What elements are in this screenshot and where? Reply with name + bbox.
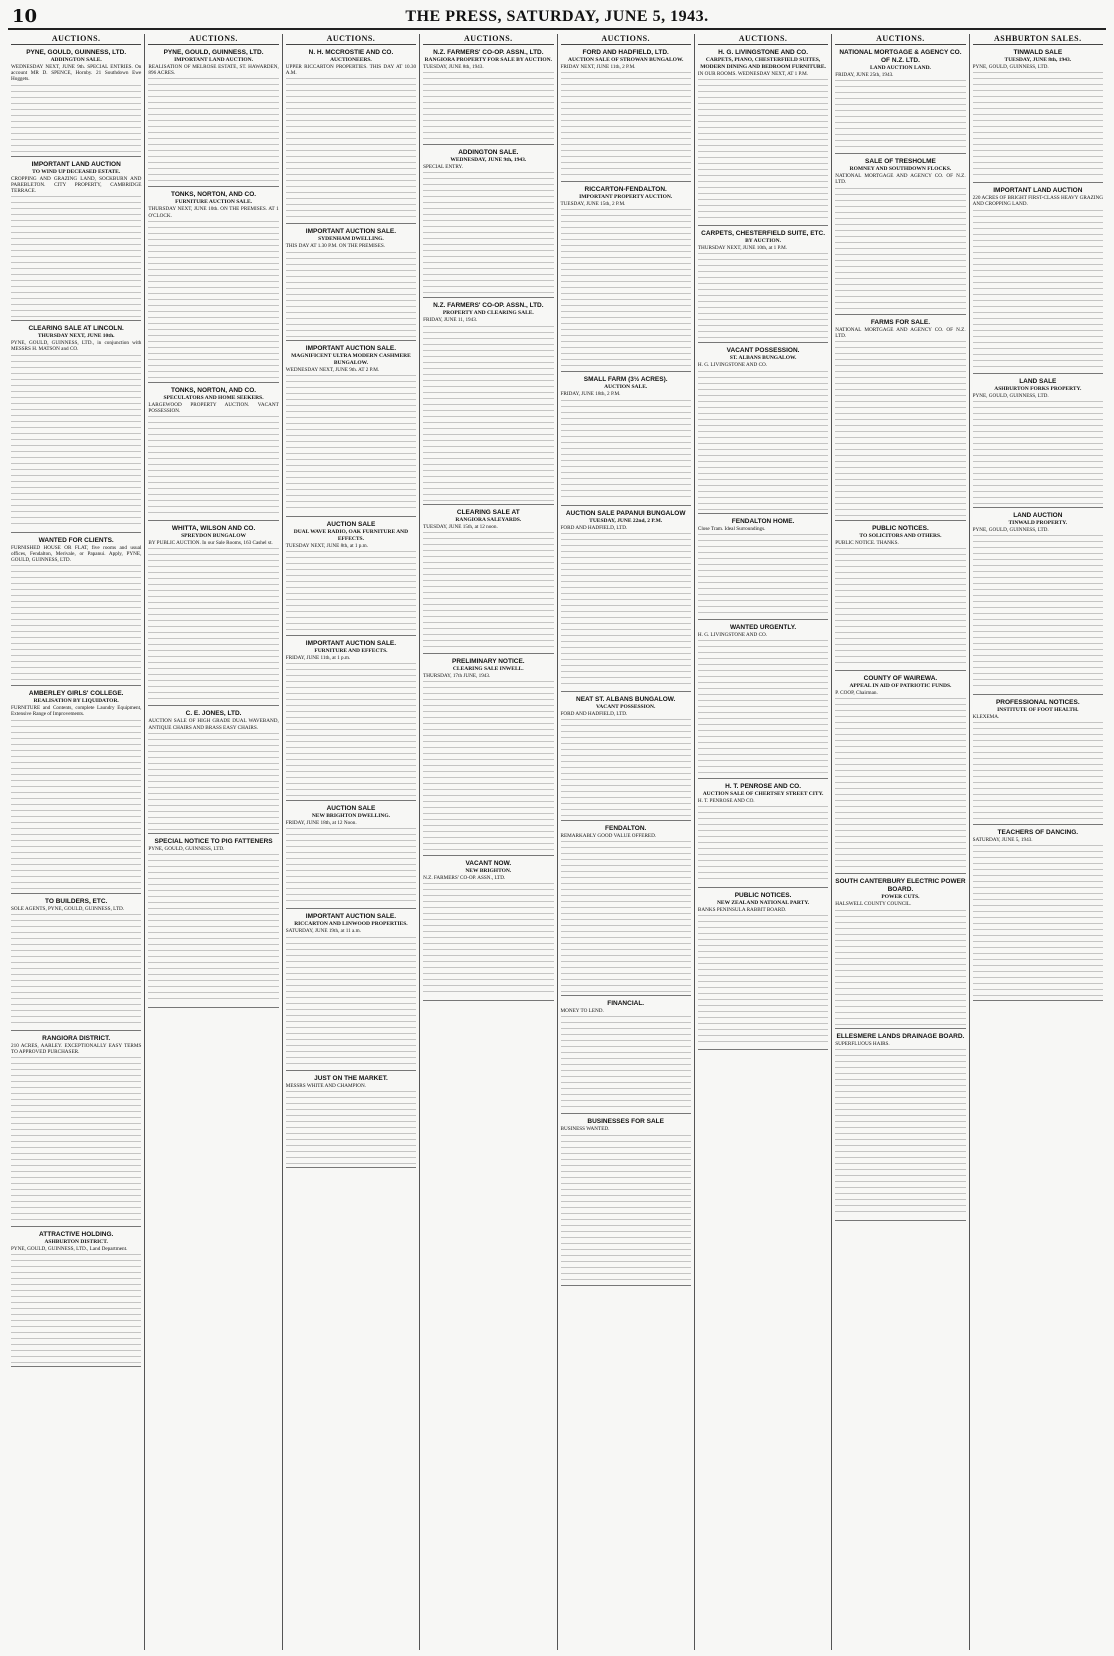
ad-heading: AMBERLEY GIRLS' COLLEGE. [28,690,124,698]
ad-body-text-lines [561,70,691,178]
ad-body-text-lines [698,251,828,339]
column [832,34,969,1650]
ad-subheading: AUCTIONEERS. [330,57,372,63]
ad-heading: FENDALTON. [605,825,647,833]
ad-subheading: DUAL WAVE RADIO, OAK FURNITURE AND EFFECTS. [293,528,409,542]
ad-body-text-lines [835,696,965,870]
ad-subheading: TUESDAY, JUNE 8th, 1943. [1004,57,1072,63]
ad-body: NATIONAL MORTGAGE AND AGENCY CO. OF N.Z. LTD. [835,326,966,339]
ad-subheading: NEW BRIGHTON. [465,868,512,875]
ad-heading: FARMS FOR SALE. [870,318,931,326]
ad-subheading: IMPORTANT PROPERTY AUCTION. [579,194,673,201]
ad-heading: RANGIORA DISTRICT. [42,1034,111,1042]
ad-body: SUPERFLUOUS HAIRS. [835,1040,890,1047]
ad-body: WEDNESDAY NEXT, JUNE 9th. SPECIAL ENTRIES. On account MR D. SPENCE, Hornby. 21 Southdown Ewe Hoggets. [11,64,142,83]
column [420,34,557,1650]
classified-ad [561,184,691,372]
ad-body-text-lines [561,398,691,502]
ad-body-text-lines [148,219,278,379]
ad-body: TUESDAY NEXT, JUNE 8th, at 1 p.m. [285,542,368,549]
ad-body-text-lines [11,718,141,890]
ad-body: MONEY TO LEND. [560,1008,604,1015]
ad-body: H. T. PENROSE AND CO. [697,798,755,805]
column [283,34,420,1650]
classified-ad [286,803,416,909]
ad-heading: VACANT NOW. [465,860,512,868]
column-header: AUCTIONS. [148,34,278,45]
ad-body: 220 ACRES OF BRIGHT FIRST-CLASS HEAVY GRAZING AND CROPPING LAND. [972,195,1103,208]
ad-subheading: APPEAL IN AID OF PATRIOTIC FUNDS. [849,683,952,690]
ad-heading: LAND SALE [1019,377,1057,385]
ad-subheading: WEDNESDAY, JUNE 9th, 1943. [450,157,527,164]
ad-body-text-lines [11,912,141,1027]
ad-heading: ELLESMERE LANDS DRAINAGE BOARD. [836,1032,965,1040]
classified-ad [973,827,1103,1001]
ad-body-text-lines [11,194,141,317]
ad-subheading: ASHBURTON FORKS PROPERTY. [994,385,1082,392]
classified-ad [11,535,141,687]
ad-body-text-lines [698,77,828,222]
ad-subheading: RANGIORA PROPERTY FOR SALE BY AUCTION. [424,57,553,63]
ad-subheading: BY AUCTION. [745,238,781,245]
ad-body: PUBLIC NOTICE. THANKS. [835,540,899,547]
ad-heading: CLEARING SALE AT [456,508,520,516]
ad-heading: WANTED FOR CLIENTS. [38,536,114,544]
ad-body-text-lines [561,1014,691,1110]
column-header: AUCTIONS. [835,34,965,45]
ad-body-text-lines [423,881,553,997]
ad-body: BANKS PENINSULA RABBIT BOARD. [697,907,787,914]
ad-body-text-lines [11,563,141,682]
ad-body-text-lines [698,369,828,510]
ad-heading: C. E. JONES, LTD. [185,710,242,718]
ad-body-text-lines [973,843,1103,997]
ad-subheading: FURNITURE AUCTION SALE. [175,199,252,206]
ad-heading: IMPORTANT AUCTION SALE. [305,344,397,352]
ad-body: FURNISHED HOUSE OR FLAT, five rooms and usual offices, Fendalton, Merivale, or Papanui. Apply, PYNE, GOULD, GUINNESS, LTD. [11,544,142,564]
ad-heading: FINANCIAL. [607,1000,645,1008]
classified-ad [11,688,141,893]
ad-body: H. G. LIVINGSTONE AND CO. [697,631,768,638]
ad-subheading: ADDINGTON SALE. [50,57,102,63]
ad-heading: SMALL FARM (3½ ACRES). [583,376,668,384]
ad-body: AUCTION SALE OF HIGH GRADE DUAL WAVEBAND, ANTIQUE CHAIRS AND BRASS EASY CHAIRS. [148,718,279,731]
ad-heading: AUCTION SALE [326,520,376,528]
ad-body: NATIONAL MORTGAGE AND AGENCY CO. OF N.Z. LTD. [835,173,966,186]
ad-body-text-lines [286,935,416,1067]
column-header: AUCTIONS. [423,34,553,45]
ad-body-text-lines [835,186,965,311]
ad-heading: BUSINESSES FOR SALE [587,1118,664,1126]
ad-body-text-lines [286,549,416,632]
ad-subheading: THURSDAY NEXT, JUNE 10th. [37,333,115,340]
ad-body-text-lines [561,207,691,368]
ad-subheading: RICCARTON AND LINWOOD PROPERTIES. [294,921,408,928]
ad-heading: TONKS, NORTON, AND CO. [171,386,257,394]
column-header: AUCTIONS. [561,34,691,45]
ad-body: REMARKABLY GOOD VALUE OFFERED. [560,833,657,840]
ad-heading: IMPORTANT AUCTION SALE. [305,640,397,648]
classified-ad [11,323,141,532]
ad-body: TUESDAY, JUNE 8th, 1943. [423,64,484,70]
classified-ad [11,896,141,1031]
ad-body: THIS DAY AT 1.30 P.M. ON THE PREMISES. [285,243,386,250]
classified-ad [698,228,828,343]
ad-body: FRIDAY, JUNE 25th, 1943. [835,72,894,78]
ad-heading: H. T. PENROSE AND CO. [725,783,802,791]
classified-ad [973,697,1103,825]
ad-body: 210 ACRES, AARLEY. EXCEPTIONALLY EASY TERMS TO APPROVED PURCHASER. [11,1042,142,1056]
classified-ad [148,708,278,833]
ad-subheading: CARPETS, PIANO, CHESTERFIELD SUITES, MODERN DINING AND BEDROOM FURNITURE. [700,57,826,70]
ad-body-text-lines [148,852,278,1004]
ad-heading: CARPETS, CHESTERFIELD SUITE, ETC. [701,230,825,238]
classified-ad [423,656,553,856]
ad-body: FRIDAY, JUNE 11th, at 1 p.m. [285,655,351,662]
ad-body: FRIDAY, JUNE 11, 1943. [423,317,478,324]
ad-heading: FORD AND HADFIELD, LTD. [582,49,669,56]
classified-ad [973,510,1103,695]
ad-body-text-lines [423,170,553,294]
ad-subheading: IMPORTANT LAND AUCTION. [174,57,254,63]
ad-body-text-lines [148,546,278,702]
classified-ad [561,823,691,996]
ad-body: PYNE, GOULD, GUINNESS, LTD. [972,526,1049,533]
ad-body: P. COOP, Chairman. [835,690,878,697]
ad-body: SATURDAY, JUNE 19th, at 11 a.m. [285,928,361,935]
ad-heading: SPECIAL NOTICE TO PIG FATTENERS [154,837,273,845]
ad-heading: PROFESSIONAL NOTICES. [995,699,1080,707]
ad-body: PYNE, GOULD, GUINNESS, LTD., Land Department. [11,1246,128,1253]
ad-body: PYNE, GOULD, GUINNESS, LTD. [148,845,225,852]
classified-ad [423,147,553,298]
classified-ad [148,836,278,1008]
classified-ad [11,1229,141,1367]
ad-body: FORD AND HADFIELD, LTD. [560,710,628,717]
ad-body: TUESDAY, JUNE 15th, 2 P.M. [560,201,626,208]
ad-heading: JUST ON THE MARKET. [314,1074,388,1082]
classified-ad [423,507,553,654]
classified-ad [835,523,965,671]
ad-body-text-lines [423,530,553,650]
classified-ad [561,694,691,821]
ad-body-text-lines [148,76,278,183]
ad-heading: FENDALTON HOME. [731,517,795,525]
classified-ad [561,374,691,505]
ad-subheading: PROPERTY AND CLEARING SALE. [442,310,534,317]
column-header: ASHBURTON SALES. [973,34,1103,45]
ad-body: WEDNESDAY NEXT, JUNE 9th. AT 2 P.M. [285,366,380,373]
ad-body: FRIDAY, JUNE 18th, at 12 Noon. [285,820,357,827]
classified-ad [423,300,553,504]
ad-subheading: SPECULATORS AND HOME SEEKERS. [163,394,264,401]
ad-subheading: TO WIND UP DECEASED ESTATE. [32,168,121,175]
page-number: 10 [12,6,38,27]
ad-subheading: REALISATION BY LIQUIDATOR. [33,698,119,705]
ad-body-text-lines [835,908,965,1025]
column [695,34,832,1650]
ad-subheading: TO SOLICITORS AND OTHERS. [859,533,942,540]
ad-body-text-lines [835,339,965,517]
ad-subheading: AUCTION SALE. [604,384,648,391]
ad-heading: NEAT ST. ALBANS BUNGALOW. [576,695,676,703]
ad-body-text-lines [698,638,828,775]
ad-subheading: SYDENHAM DWELLING. [318,236,384,243]
column [970,34,1106,1650]
ad-subheading: INSTITUTE OF FOOT HEALTH. [997,707,1079,714]
classified-ad [835,1031,965,1221]
column [558,34,695,1650]
ad-body-text-lines [698,804,828,884]
classified-ad [698,890,828,1050]
ad-heading: TO BUILDERS, ETC. [45,897,108,905]
ad-subheading: LAND AUCTION LAND. [869,65,931,71]
ad-body-text-lines [973,208,1103,370]
classified-ad [835,317,965,521]
ad-body: BUSINESS WANTED. [560,1126,610,1133]
ad-body-text-lines [148,731,278,830]
ad-heading: H. G. LIVINGSTONE AND CO. [718,49,809,56]
ad-body-text-lines [11,1252,141,1363]
classified-ad [973,47,1103,183]
ad-body-text-lines [286,373,416,513]
ad-heading: TINWALD SALE [1013,49,1063,56]
classified-ad [835,673,965,874]
ad-body-text-lines [973,533,1103,691]
ad-body: FRIDAY NEXT, JUNE 11th, 2 P.M. [560,64,636,70]
ad-body: THURSDAY NEXT, JUNE 10th, at 1 P.M. [697,245,788,252]
classified-ad [286,1073,416,1168]
ad-body-text-lines [286,826,416,905]
masthead [8,6,1106,30]
classified-ad [698,345,828,513]
ad-body: THURSDAY, 17th JUNE, 1943. [423,672,491,679]
ad-body: PYNE, GOULD, GUINNESS, LTD. [972,64,1049,70]
ad-subheading: CLEARING SALE INWELL. [452,665,524,672]
ad-body-text-lines [973,70,1103,179]
ad-body: HALSWELL COUNTY COUNCIL. [835,901,912,908]
ad-heading: RICCARTON-FENDALTON. [584,186,667,194]
ad-subheading: POWER CUTS. [881,894,920,901]
ad-heading: NATIONAL MORTGAGE & AGENCY CO. OF N.Z. LTD. [839,49,962,64]
ad-heading: PYNE, GOULD, GUINNESS, LTD. [26,49,127,56]
ad-body-text-lines [835,1047,965,1217]
ad-subheading: AUCTION SALE OF CHERTSEY STREET CITY. [702,791,824,798]
ad-heading: PUBLIC NOTICES. [872,525,929,533]
classified-ad [973,185,1103,373]
ad-body: THURSDAY NEXT, JUNE 10th. ON THE PREMISES. AT 1 O'CLOCK. [148,206,279,219]
classified-ad [286,519,416,636]
ad-heading: TEACHERS OF DANCING. [997,829,1079,837]
ad-body-text-lines [11,1055,141,1223]
ad-heading: IMPORTANT LAND AUCTION [31,160,121,168]
ad-heading: WHITTA, WILSON AND CO. [171,525,256,533]
classified-ad [11,1033,141,1227]
ad-heading: N. H. MCCROSTIE AND CO. [308,49,394,56]
ad-subheading: VACANT POSSESSION. [595,703,656,710]
ad-body: REALISATION OF MELROSE ESTATE, ST. HAWARDEN, 896 ACRES. [148,64,279,77]
ad-heading: IMPORTANT LAND AUCTION [993,187,1083,195]
classified-ad [148,523,278,706]
classified-ad [423,47,553,145]
ad-heading: PRELIMINARY NOTICE. [452,657,525,665]
ad-body-text-lines [698,532,828,616]
ad-body: CROPPING AND GRAZING LAND, SOCKBURN AND PAREBLETON. CITY PROPERTY, CAMBRIDGE TERRACE. [11,175,142,195]
classified-ad [286,343,416,517]
classified-ad [11,159,141,322]
ad-subheading: MAGNIFICENT ULTRA MODERN CASHMERE BUNGALOW. [291,352,411,366]
ad-body-text-lines [11,353,141,529]
classified-ad [148,385,278,521]
ad-body: KLEXEMA. [972,714,1000,721]
ad-heading: IMPORTANT AUCTION SALE. [305,913,397,921]
ad-body: FRIDAY, JUNE 18th, 2 P.M. [560,391,621,398]
ad-body: PYNE, GOULD, GUINNESS, LTD. [972,392,1049,399]
ad-subheading: ASHBURTON DISTRICT. [44,1239,108,1246]
ad-body: LARGEWOOD PROPERTY AUCTION. VACANT POSSESSION. [148,401,279,415]
classified-ad [561,998,691,1114]
ad-heading: PUBLIC NOTICES. [734,892,792,900]
ad-heading: CLEARING SALE AT LINCOLN. [28,325,124,333]
classified-ad [698,622,828,779]
ad-heading: ADDINGTON SALE. [458,149,519,157]
ad-subheading: ROMNEY AND SOUTHDOWN FLOCKS. [849,166,952,173]
ad-body-text-lines [423,324,553,501]
ad-body: N.Z. FARMERS' CO-OP. ASSN., LTD. [423,875,506,882]
ad-heading: AUCTION SALE [326,805,376,813]
column-header: AUCTIONS. [698,34,828,45]
ad-heading: N.Z. FARMERS' CO-OP. ASSN., LTD. [433,49,544,56]
newspaper-title: THE PRESS, SATURDAY, JUNE 5, 1943. [405,8,709,25]
ad-heading: AUCTION SALE PAPANUI BUNGALOW [565,509,686,517]
classified-ad [286,226,416,340]
ad-subheading: NEW BRIGHTON DWELLING. [311,813,391,820]
ad-body: BY PUBLIC AUCTION. In our Sale Rooms, 163 Cashel st. [148,540,273,547]
ad-body: IN OUR ROOMS. WEDNESDAY NEXT, AT 1 P.M. [697,71,809,77]
classified-ad [148,47,278,187]
ad-body-text-lines [561,839,691,992]
ad-heading: VACANT POSSESSION. [726,347,800,355]
classified-ad [835,876,965,1028]
ad-body-text-lines [286,250,416,337]
column [145,34,282,1650]
ad-body: TUESDAY, JUNE 15th, at 12 noon. [423,523,498,530]
ad-subheading: NEW ZEALAND NATIONAL PARTY. [716,900,810,907]
ad-subheading: RANGIORA SALEYARDS. [455,516,522,523]
ad-body-text-lines [423,679,553,852]
ad-heading: IMPORTANT AUCTION SALE. [305,228,397,236]
ad-heading: WANTED URGENTLY. [729,623,797,631]
ad-body-text-lines [973,720,1103,821]
ad-subheading: TINWALD PROPERTY. [1008,519,1068,526]
ad-heading: SALE OF TRESHOLME [865,158,936,166]
classified-ad [423,858,553,1001]
ad-body: FORD AND HADFIELD, LTD. [560,524,628,531]
classified-ad [286,911,416,1070]
ad-body-text-lines [11,83,141,153]
classified-ad [11,47,141,157]
ad-heading: PYNE, GOULD, GUINNESS, LTD. [163,49,264,56]
ad-subheading: ST. ALBANS BUNGALOW. [729,355,797,362]
ad-body: Close Tram. Ideal Surroundings. [697,525,766,532]
ad-heading: SOUTH CANTERBURY ELECTRIC POWER BOARD. [835,878,966,894]
classified-ad [835,47,965,154]
ad-body: PYNE, GOULD, GUINNESS, LTD., in conjunction with MESSRS H. MATSON and CO. [11,340,142,353]
ad-body: H. G. LIVINGSTONE AND CO. [697,362,768,369]
ad-body-text-lines [835,78,965,150]
column-header: AUCTIONS. [11,34,141,45]
classified-columns [8,34,1106,1650]
classified-ad [698,781,828,888]
ad-heading: N.Z. FARMERS' CO-OP. ASSN., LTD. [433,302,544,310]
ad-body: SOLE AGENTS, PYNE, GOULD, GUINNESS, LTD. [11,905,125,912]
ad-subheading: SPREYDON BUNGALOW [181,533,247,540]
ad-body-text-lines [561,531,691,688]
ad-body: UPPER RICCARTON PROPERTIES. THIS DAY AT 10.30 A.M. [285,64,417,77]
ad-heading: ATTRACTIVE HOLDING. [39,1231,114,1239]
classified-ad [148,189,278,382]
ad-body-text-lines [286,76,416,220]
ad-heading: TONKS, NORTON, AND CO. [171,191,257,199]
classified-ad [286,47,416,224]
ad-body-text-lines [286,1089,416,1164]
classified-ad [835,156,965,314]
ad-body-text-lines [423,70,553,141]
classified-ad [698,47,828,226]
ad-body-text-lines [698,913,828,1046]
classified-ad [561,47,691,182]
ad-heading: LAND AUCTION [1013,511,1063,519]
ad-body-text-lines [286,661,416,797]
ad-body: SPECIAL ENTRY. [423,164,463,171]
ad-body: SATURDAY, JUNE 5, 1943. [972,837,1033,844]
ad-body-text-lines [835,546,965,667]
ad-body-text-lines [561,717,691,817]
column [8,34,145,1650]
ad-body: FURNITURE and Contents, complete Laundry Equipment, Extensive Range of Improvements. [11,705,142,718]
classified-ad [698,516,828,620]
ad-body-text-lines [561,1133,691,1282]
column-header: AUCTIONS. [286,34,416,45]
ad-body: MESSRS WHITE AND CHAMPION. [285,1082,367,1089]
classified-ad [561,508,691,692]
classified-ad [973,376,1103,508]
ad-heading: COUNTY OF WAIREWA. [863,675,938,683]
ad-subheading: AUCTION SALE OF STROWAN BUNGALOW. [568,57,684,63]
ad-subheading: FURNITURE AND EFFECTS. [314,648,388,655]
ad-body-text-lines [148,414,278,517]
ad-body-text-lines [973,399,1103,504]
ad-subheading: TUESDAY, JUNE 22nd, 2 P.M. [589,517,663,524]
classified-ad [561,1116,691,1285]
classified-ad [286,638,416,801]
